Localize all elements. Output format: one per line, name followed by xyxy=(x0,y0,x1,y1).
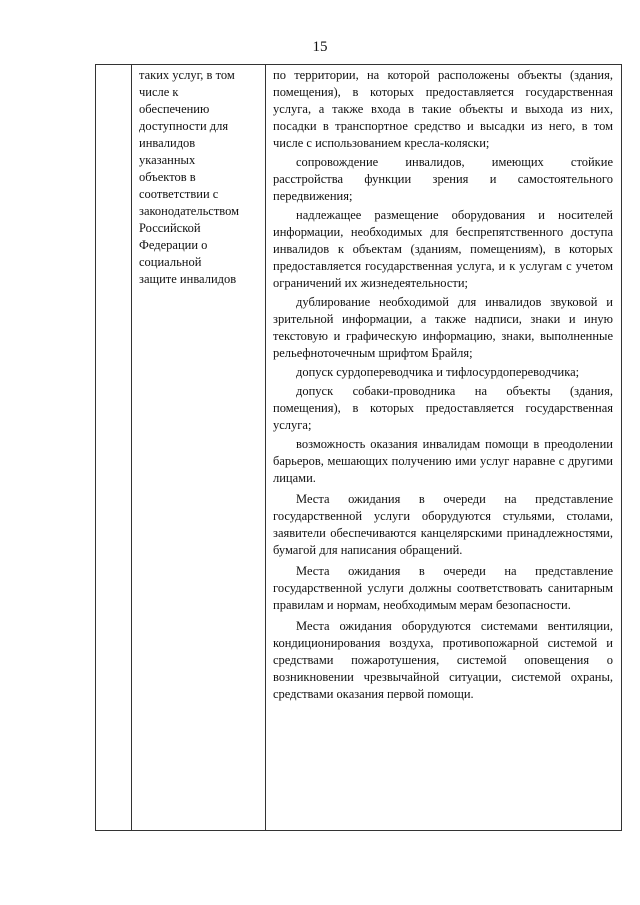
content-paragraph: дублирование необходимой для инвалидов звуковой и зрительной информации, а также надписи, знаки и иную текстовую и графическую информацию, знаки, выполненные рельефноточечным шрифтом Брайля; xyxy=(273,295,613,360)
requirement-line: Федерации о xyxy=(139,238,208,252)
table-column-number xyxy=(96,65,132,830)
requirement-line: числе к xyxy=(139,85,179,99)
requirement-line: законодательством xyxy=(139,204,240,218)
content-paragraph: надлежащее размещение оборудования и носителей информации, необходимых для беспрепятственного доступа инвалидов к объектам (зданиям, помещениям), в которых предоставляется государственная услуга, и к услугам с учетом ограничений их жизнедеятельности; xyxy=(273,208,613,290)
requirement-line: соответствии с xyxy=(139,187,219,201)
requirement-line: инвалидов xyxy=(139,136,196,150)
content-paragraph: Места ожидания в очереди на представление государственной услуги должны соответствовать санитарным правилам и нормам, необходимым мерам безопасности. xyxy=(273,564,613,612)
content-paragraph: Места ожидания оборудуются системами вентиляции, кондиционирования воздуха, противопожарной системой и средствами пожаротушения, системой оповещения о возникновении чрезвычайной ситуации, системой охраны, средствами оказания первой помощи. xyxy=(273,619,613,701)
requirement-line: защите инвалидов xyxy=(139,272,237,286)
content-paragraph: Места ожидания в очереди на представление государственной услуги оборудуются стульями, столами, заявители обеспечиваются канцелярскими принадлежностями, бумагой для написания обращений. xyxy=(273,492,613,557)
requirement-line: социальной xyxy=(139,255,202,269)
requirements-table xyxy=(95,64,622,831)
requirement-line: доступности для xyxy=(139,119,229,133)
page-number: 15 xyxy=(312,39,328,55)
content-paragraph: допуск собаки-проводника на объекты (здания, помещения), в которых предоставляется государственная услуга; xyxy=(273,384,613,432)
requirement-line: таких услуг, в том xyxy=(139,68,235,82)
content-paragraph: по территории, на которой расположены объекты (здания, помещения), в которых предоставляется государственная услуга, а также входа в такие объекты и выхода из них, посадки в транспортное средство и высадки из него, в том числе с использованием кресла-коляски; xyxy=(273,68,613,150)
content-paragraph: сопровождение инвалидов, имеющих стойкие расстройства функции зрения и самостоятельного передвижения; xyxy=(273,155,613,203)
requirement-line: Российской xyxy=(139,221,201,235)
content-paragraph: допуск сурдопереводчика и тифлосурдопереводчика; xyxy=(296,365,580,379)
table-column-content xyxy=(266,65,621,830)
content-paragraph: возможность оказания инвалидам помощи в преодолении барьеров, мешающих получению ими услуг наравне с другими лицами. xyxy=(273,437,613,485)
requirement-line: указанных xyxy=(139,153,196,167)
requirement-line: обеспечению xyxy=(139,102,210,116)
table-column-requirement xyxy=(132,65,266,830)
requirement-line: объектов в xyxy=(139,170,196,184)
